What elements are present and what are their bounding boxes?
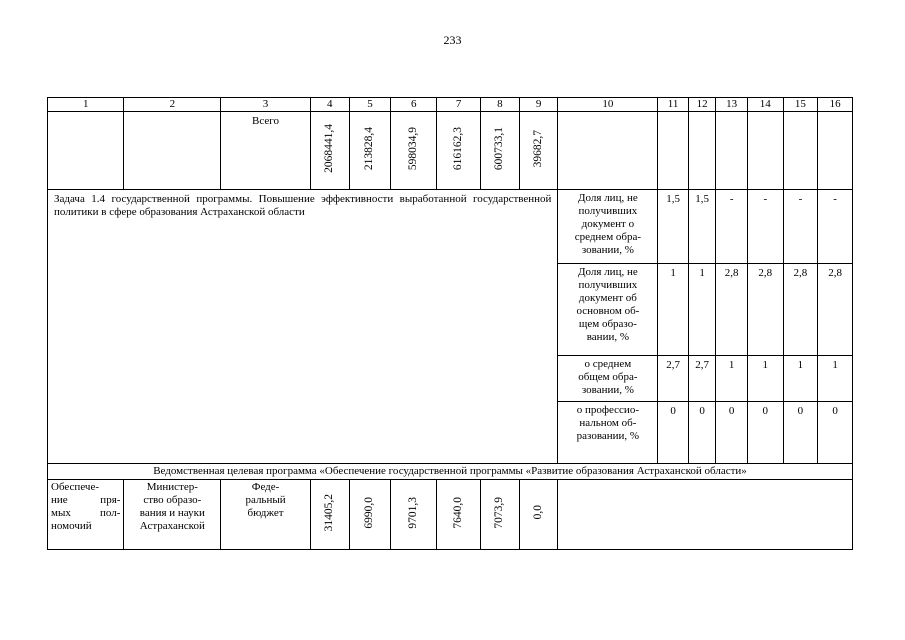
program-row [48, 480, 853, 550]
page-number: 233 [443, 33, 462, 47]
indicator-label: о профессио- нальном об- разовании, % [558, 402, 658, 464]
header-cell: 12 [688, 98, 716, 112]
dept-program-title: Ведомственная целевая программа «Обеспечение государственной программы «Развитие образования Астраханской области» [48, 464, 853, 480]
budget-table [47, 97, 853, 550]
activity-name: Обеспече- ние пря- мых пол- номочий [48, 480, 124, 550]
header-cell: 5 [349, 98, 391, 112]
indicator-value: 1 [818, 356, 853, 402]
indicator-value: 1 [747, 356, 783, 402]
header-cell: 6 [391, 98, 437, 112]
indicator-row [48, 190, 853, 264]
header-cell: 10 [558, 98, 658, 112]
header-cell: 11 [658, 98, 689, 112]
indicator-value: 0 [783, 402, 818, 464]
indicator-value: 2,8 [747, 264, 783, 356]
indicator-value: 0 [658, 402, 689, 464]
header-row [48, 98, 853, 112]
funding-value: 7640,0 [452, 496, 465, 529]
header-cell: 7 [437, 98, 481, 112]
funding-value: 9701,3 [407, 496, 420, 529]
indicator-value: 0 [818, 402, 853, 464]
funding-value: 7073,9 [493, 496, 506, 529]
indicator-value: 0 [716, 402, 748, 464]
dept-program-row [48, 464, 853, 480]
indicator-value: 1 [688, 264, 716, 356]
total-value: 39682,7 [532, 129, 545, 168]
indicator-value: 2,8 [783, 264, 818, 356]
total-value: 600733,1 [493, 126, 506, 171]
indicator-value: 1,5 [658, 190, 689, 264]
total-value: 2068441,4 [323, 124, 336, 173]
task-description: Задача 1.4 государственной программы. Повышение эффективности выработанной государственной политики в сфере образования Астраханской области [48, 190, 558, 464]
header-cell: 13 [716, 98, 748, 112]
funding-value: 6990,0 [363, 496, 376, 529]
indicator-value: 2,8 [818, 264, 853, 356]
funding-value: 0,0 [532, 505, 545, 520]
indicator-value: 2,7 [688, 356, 716, 402]
indicator-value: - [783, 190, 818, 264]
indicator-value: 2,7 [658, 356, 689, 402]
header-cell: 3 [221, 98, 311, 112]
indicator-value: 1 [658, 264, 689, 356]
indicator-value: 1 [783, 356, 818, 402]
total-row [48, 112, 853, 190]
indicator-value: - [716, 190, 748, 264]
indicator-value: 1 [716, 356, 748, 402]
total-value: 616162,3 [452, 126, 465, 171]
header-cell: 2 [124, 98, 221, 112]
indicator-value: - [747, 190, 783, 264]
header-cell: 15 [783, 98, 818, 112]
header-cell: 1 [48, 98, 124, 112]
indicator-value: 0 [747, 402, 783, 464]
total-value: 213828,4 [363, 126, 376, 171]
total-label: Всего [221, 112, 311, 190]
indicator-value: 2,8 [716, 264, 748, 356]
header-cell: 16 [818, 98, 853, 112]
indicator-value: - [818, 190, 853, 264]
header-cell: 9 [519, 98, 558, 112]
header-cell: 8 [481, 98, 520, 112]
indicator-value: 1,5 [688, 190, 716, 264]
indicator-value: 0 [688, 402, 716, 464]
header-cell: 4 [310, 98, 349, 112]
indicator-label: Доля лиц, не получивших документ о среднем обра- зовании, % [558, 190, 658, 264]
funding-source: Феде- ральный бюджет [221, 480, 311, 550]
indicator-label: о среднем общем обра- зовании, % [558, 356, 658, 402]
funding-value: 31405,2 [323, 493, 336, 532]
indicator-label: Доля лиц, не получивших документ об основном об- щем образо- вании, % [558, 264, 658, 356]
header-cell: 14 [747, 98, 783, 112]
executor-name: Министер- ство образо- вания и науки Астраханской [124, 480, 221, 550]
total-value: 598034,9 [407, 126, 420, 171]
